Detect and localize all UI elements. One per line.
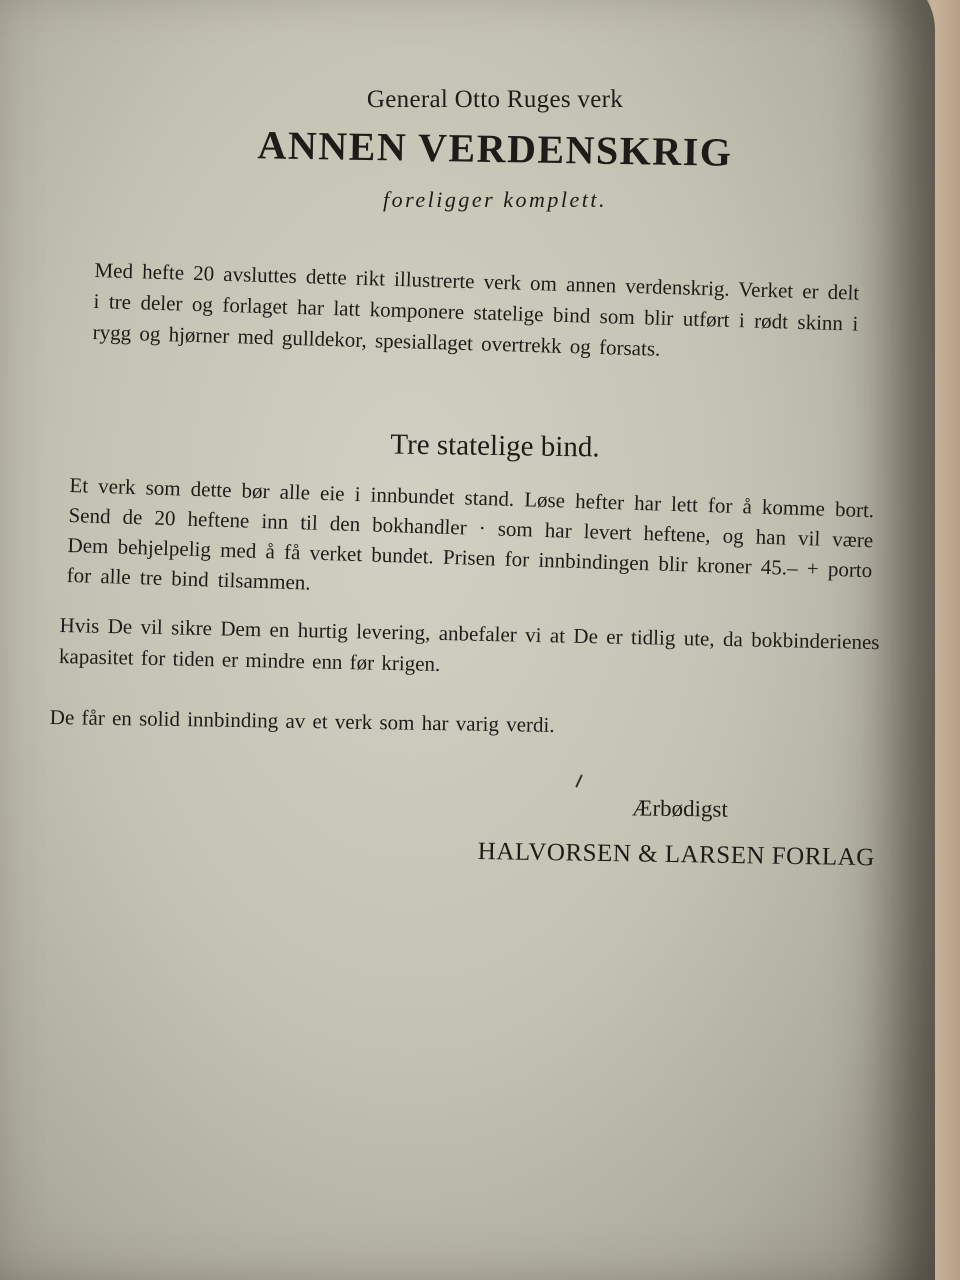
author-line: General Otto Ruges verk (366, 86, 624, 113)
tagline: foreligger komplett. (383, 187, 607, 212)
body-paragraph-3: De får en solid innbinding av et verk som har varig verdi. (49, 704, 555, 737)
ink-speck (575, 774, 583, 788)
intro-paragraph: Med hefte 20 avsluttes dette rikt illustrerte verk om annen verdenskrig. Verket er delt i tre deler og forlaget har latt komponere statelige bind som blir utført i rødt skinn i rygg og hjørner med gulldekor, spesiallaget overtrekk og forsats. (92, 257, 860, 361)
publisher-signature: HALVORSEN & LARSEN FORLAG (477, 838, 875, 872)
body-paragraph-1: Et verk som dette bør alle eie i innbundet stand. Løse hefter har lett for å komme bort. Send de 20 heftene inn til den bokhandler · som har levert heftene, og han vil være Dem behjelpelig med å få verket bundet. Prisen for innbindingen blir kroner 45.– + porto for alle tre bind tilsammen. (66, 472, 875, 595)
page-title: ANNEN VERDENSKRIG (257, 122, 733, 175)
body-paragraph-2: Hvis De vil sikre Dem en hurtig levering, anbefaler vi at De er tidlig ute, da bokbinderienes kapasitet for tiden er mindre enn før krigen. (58, 612, 880, 676)
closing-salutation: Ærbødigst (631, 795, 729, 822)
section-heading: Tre statelige bind. (390, 428, 600, 464)
